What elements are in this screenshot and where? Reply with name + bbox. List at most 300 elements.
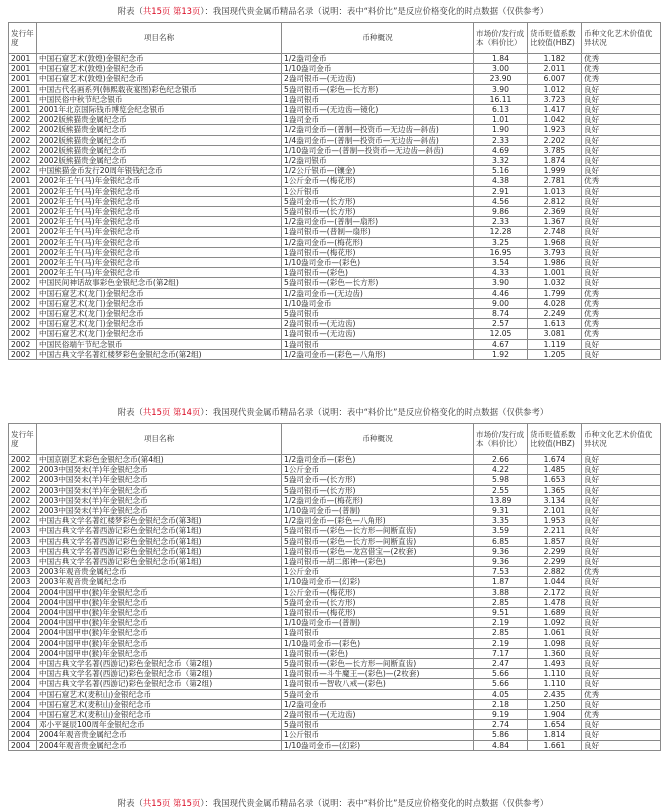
cell-name: 2004中国甲申(猴)年金银纪念币	[37, 587, 282, 597]
cell-year: 2004	[9, 608, 37, 618]
table-row	[9, 105, 661, 115]
cell-price-ratio: 3.90	[474, 278, 528, 288]
table-row	[9, 679, 661, 689]
cell-hbz: 3.785	[528, 145, 582, 155]
table-row	[9, 669, 661, 679]
cell-hbz: 1.119	[528, 339, 582, 349]
cell-hbz: 1.654	[528, 720, 582, 730]
cell-year: 2002	[9, 125, 37, 135]
table-row	[9, 516, 661, 526]
cell-name: 中国民俗端午节纪念银币	[37, 339, 282, 349]
table-row	[9, 689, 661, 699]
cell-year: 2004	[9, 740, 37, 750]
cell-art-value: 良好	[582, 145, 661, 155]
cell-year: 2002	[9, 506, 37, 516]
cell-year: 2001	[9, 64, 37, 74]
cell-year: 2002	[9, 166, 37, 176]
cell-name: 2003中国癸未(羊)年金银纪念币	[37, 485, 282, 495]
cell-type: 1/2盎司金币	[282, 699, 474, 709]
cell-price-ratio: 1.84	[474, 54, 528, 64]
cell-year: 2002	[9, 145, 37, 155]
cell-price-ratio: 7.17	[474, 648, 528, 658]
cell-type: 1/2盎司金币—(梅花形)	[282, 495, 474, 505]
cell-name: 中国熊猫金币发行20周年银钱纪念币	[37, 166, 282, 176]
cell-price-ratio: 5.98	[474, 475, 528, 485]
cell-art-value: 优秀	[582, 74, 661, 84]
cell-price-ratio: 9.19	[474, 710, 528, 720]
table-row	[9, 207, 661, 217]
cell-art-value: 良好	[582, 115, 661, 125]
cell-price-ratio: 2.19	[474, 638, 528, 648]
cell-type: 5盎司银币—(长方形)	[282, 485, 474, 495]
cell-art-value: 优秀	[582, 298, 661, 308]
cell-art-value: 良好	[582, 227, 661, 237]
cell-hbz: 1.904	[528, 710, 582, 720]
cell-art-value: 优秀	[582, 710, 661, 720]
cell-price-ratio: 2.19	[474, 618, 528, 628]
cell-price-ratio: 3.35	[474, 516, 528, 526]
cell-art-value: 良好	[582, 495, 661, 505]
cell-year: 2002	[9, 475, 37, 485]
table-row	[9, 145, 661, 155]
cell-art-value: 良好	[582, 526, 661, 536]
cell-type: 1/10盎司金币—(普制)	[282, 618, 474, 628]
cell-year: 2002	[9, 135, 37, 145]
table-row	[9, 567, 661, 577]
cell-hbz: 1.653	[528, 475, 582, 485]
cell-price-ratio: 4.69	[474, 145, 528, 155]
table-row	[9, 309, 661, 319]
table-row	[9, 648, 661, 658]
table-row	[9, 339, 661, 349]
cell-art-value: 良好	[582, 597, 661, 607]
cell-type: 1/2盎司金币—(彩色—八角形)	[282, 349, 474, 359]
cell-hbz: 1.478	[528, 597, 582, 607]
cell-hbz: 1.365	[528, 485, 582, 495]
cell-type: 1盎司银币—(无边齿—镜化)	[282, 105, 474, 115]
cell-name: 中国石窟艺术(敦煌)金银纪念币	[37, 64, 282, 74]
cell-name: 2004中国甲申(猴)年金银纪念币	[37, 648, 282, 658]
title-page: 共15页 第15页	[142, 798, 201, 808]
cell-year: 2001	[9, 196, 37, 206]
cell-year: 2003	[9, 546, 37, 556]
cell-name: 2004年观音贵金属纪念币	[37, 740, 282, 750]
cell-hbz: 1.689	[528, 608, 582, 618]
cell-price-ratio: 4.67	[474, 339, 528, 349]
cell-art-value: 良好	[582, 628, 661, 638]
cell-type: 1/10盎司金币—(普制)	[282, 506, 474, 516]
cell-name: 中国古典文学名著(西游记)彩色金银纪念币（第2组)	[37, 659, 282, 669]
cell-price-ratio: 23.90	[474, 74, 528, 84]
cell-hbz: 1.953	[528, 516, 582, 526]
cell-price-ratio: 5.16	[474, 166, 528, 176]
table1	[8, 22, 660, 360]
header-type: 币种概况	[282, 23, 474, 54]
cell-name: 2002年壬午(马)年金银纪念币	[37, 217, 282, 227]
cell-year: 2001	[9, 186, 37, 196]
table-row	[9, 506, 661, 516]
cell-art-value: 良好	[582, 679, 661, 689]
cell-price-ratio: 13.89	[474, 495, 528, 505]
cell-name: 中国古典文学名著西游记彩色金银纪念币(第1组)	[37, 536, 282, 546]
cell-year: 2001	[9, 176, 37, 186]
cell-price-ratio: 5.86	[474, 730, 528, 740]
cell-art-value: 良好	[582, 217, 661, 227]
table-row	[9, 710, 661, 720]
cell-art-value: 良好	[582, 278, 661, 288]
table-row	[9, 227, 661, 237]
cell-name: 2003中国癸未(羊)年金银纪念币	[37, 506, 282, 516]
cell-price-ratio: 2.85	[474, 628, 528, 638]
cell-name: 2004中国甲申(猴)年金银纪念币	[37, 638, 282, 648]
cell-price-ratio: 6.85	[474, 536, 528, 546]
cell-type: 1/2盎司金币—(彩色)	[282, 455, 474, 465]
cell-art-value: 良好	[582, 475, 661, 485]
table-row	[9, 166, 661, 176]
table-row	[9, 176, 661, 186]
cell-art-value: 良好	[582, 105, 661, 115]
cell-price-ratio: 2.55	[474, 485, 528, 495]
title-suffix: ）：我国现代贵金属币精品名录（说明：表中“料价比”是反应价格变化的时点数据（仅供参考）	[200, 407, 549, 417]
cell-art-value: 良好	[582, 618, 661, 628]
cell-name: 2004年观音贵金属纪念币	[37, 730, 282, 740]
table-row	[9, 349, 661, 359]
table-row	[9, 217, 661, 227]
cell-price-ratio: 2.33	[474, 135, 528, 145]
cell-type: 1盎司银币—(无边齿)	[282, 329, 474, 339]
cell-hbz: 1.044	[528, 577, 582, 587]
table-row	[9, 329, 661, 339]
cell-year: 2004	[9, 689, 37, 699]
cell-art-value: 良好	[582, 207, 661, 217]
cell-price-ratio: 3.54	[474, 258, 528, 268]
cell-year: 2004	[9, 659, 37, 669]
header-hbz: 货币贬值系数比较值(HBZ)	[528, 23, 582, 54]
cell-type: 1盎司银币	[282, 339, 474, 349]
cell-type: 1盎司银币—(彩色)	[282, 648, 474, 658]
cell-type: 2盎司银币—(无边齿)	[282, 710, 474, 720]
cell-price-ratio: 4.05	[474, 689, 528, 699]
table-row	[9, 115, 661, 125]
cell-year: 2002	[9, 278, 37, 288]
cell-hbz: 1.493	[528, 659, 582, 669]
cell-year: 2002	[9, 309, 37, 319]
cell-price-ratio: 9.36	[474, 546, 528, 556]
cell-price-ratio: 2.18	[474, 699, 528, 709]
cell-name: 2003中国癸未(羊)年金银纪念币	[37, 465, 282, 475]
table-row	[9, 587, 661, 597]
cell-hbz: 1.012	[528, 84, 582, 94]
cell-type: 5盎司金币	[282, 689, 474, 699]
title-page: 共15页 第14页	[142, 407, 201, 417]
cell-art-value: 优秀	[582, 567, 661, 577]
header-hbz: 货币贬值系数比较值(HBZ)	[528, 424, 582, 455]
cell-year: 2002	[9, 516, 37, 526]
table-row	[9, 557, 661, 567]
cell-hbz: 1.001	[528, 268, 582, 278]
cell-year: 2004	[9, 597, 37, 607]
table-row	[9, 536, 661, 546]
cell-name: 中国古典文学名著(西游记)彩色金银纪念币（第2组)	[37, 669, 282, 679]
table-row	[9, 608, 661, 618]
cell-type: 1/2盎司金币—(普制—投资币—无边齿—斜齿)	[282, 125, 474, 135]
cell-type: 5盎司银币—(彩色—长方形—间断直齿)	[282, 526, 474, 536]
cell-name: 2003中国癸未(羊)年金银纪念币	[37, 495, 282, 505]
cell-price-ratio: 16.11	[474, 94, 528, 104]
cell-name: 2003年观音贵金属纪念币	[37, 577, 282, 587]
table-row	[9, 278, 661, 288]
table-row	[9, 475, 661, 485]
cell-price-ratio: 4.22	[474, 465, 528, 475]
cell-year: 2001	[9, 227, 37, 237]
table-row	[9, 465, 661, 475]
cell-type: 5盎司金币—(长方形)	[282, 597, 474, 607]
cell-type: 1盎司银币	[282, 628, 474, 638]
cell-art-value: 良好	[582, 166, 661, 176]
header-art-value: 币种文化艺术价值优异状况	[582, 23, 661, 54]
cell-price-ratio: 12.28	[474, 227, 528, 237]
cell-type: 2盎司银币—(无边齿)	[282, 74, 474, 84]
cell-year: 2004	[9, 587, 37, 597]
table-row	[9, 546, 661, 556]
table-row	[9, 597, 661, 607]
cell-art-value: 良好	[582, 186, 661, 196]
cell-art-value: 优秀	[582, 54, 661, 64]
cell-name: 2002版熊猫贵金属纪念币	[37, 145, 282, 155]
cell-year: 2001	[9, 54, 37, 64]
table-row	[9, 485, 661, 495]
cell-price-ratio: 2.57	[474, 319, 528, 329]
cell-hbz: 2.011	[528, 64, 582, 74]
cell-art-value: 良好	[582, 699, 661, 709]
cell-type: 1公斤金币	[282, 465, 474, 475]
cell-hbz: 2.748	[528, 227, 582, 237]
cell-hbz: 1.110	[528, 679, 582, 689]
cell-art-value: 良好	[582, 546, 661, 556]
cell-name: 中国古典文学名著西游记彩色金银纪念币(第1组)	[37, 557, 282, 567]
cell-name: 2002年壬午(马)年金银纪念币	[37, 258, 282, 268]
cell-type: 1盎司银币—(梅花形)	[282, 608, 474, 618]
table-row	[9, 54, 661, 64]
cell-hbz: 1.999	[528, 166, 582, 176]
cell-type: 1/2公斤银币—(镶金)	[282, 166, 474, 176]
table-row	[9, 730, 661, 740]
cell-name: 中国民间神话故事彩色金银纪念币(第2组)	[37, 278, 282, 288]
cell-year: 2002	[9, 156, 37, 166]
cell-name: 2004中国甲申(猴)年金银纪念币	[37, 608, 282, 618]
cell-year: 2002	[9, 288, 37, 298]
cell-price-ratio: 3.59	[474, 526, 528, 536]
cell-art-value: 良好	[582, 659, 661, 669]
cell-type: 1公斤金币—(梅花形)	[282, 587, 474, 597]
cell-year: 2004	[9, 679, 37, 689]
cell-type: 5盎司银币	[282, 720, 474, 730]
cell-hbz: 1.110	[528, 669, 582, 679]
footer-title	[0, 797, 666, 809]
cell-art-value: 良好	[582, 608, 661, 618]
cell-art-value: 良好	[582, 720, 661, 730]
cell-type: 1/4盎司金币—(普制—投资币—无边齿—斜齿)	[282, 135, 474, 145]
cell-name: 2002年壬午(马)年金银纪念币	[37, 227, 282, 237]
cell-price-ratio: 9.31	[474, 506, 528, 516]
cell-name: 2002年壬午(马)年金银纪念币	[37, 186, 282, 196]
table-row	[9, 94, 661, 104]
cell-hbz: 1.092	[528, 618, 582, 628]
cell-name: 2001年北京国际钱币博览会纪念银币	[37, 105, 282, 115]
cell-type: 1/10盎司金币	[282, 298, 474, 308]
cell-art-value: 良好	[582, 349, 661, 359]
cell-name: 2002年壬午(马)年金银纪念币	[37, 176, 282, 186]
cell-price-ratio: 3.90	[474, 84, 528, 94]
cell-art-value: 优秀	[582, 329, 661, 339]
cell-art-value: 优秀	[582, 64, 661, 74]
cell-year: 2003	[9, 567, 37, 577]
cell-hbz: 1.013	[528, 186, 582, 196]
cell-art-value: 良好	[582, 247, 661, 257]
cell-art-value: 良好	[582, 557, 661, 567]
cell-hbz: 1.857	[528, 536, 582, 546]
title-suffix: ）：我国现代贵金属币精品名录（说明：表中“料价比”是反应价格变化的时点数据（仅供参考）	[200, 6, 549, 16]
cell-hbz: 1.814	[528, 730, 582, 740]
cell-hbz: 2.369	[528, 207, 582, 217]
cell-type: 1/10盎司金币—(幻彩)	[282, 740, 474, 750]
cell-price-ratio: 1.92	[474, 349, 528, 359]
cell-name: 中国石窟艺术(敦煌)金银纪念币	[37, 54, 282, 64]
cell-hbz: 1.417	[528, 105, 582, 115]
cell-name: 中国石窟艺术(麦积山)金银纪念币	[37, 699, 282, 709]
cell-name: 中国古代名画系列(韩熙载夜宴图)彩色纪念银币	[37, 84, 282, 94]
cell-name: 中国古典文学名著红楼梦彩色金银纪念币(第3组)	[37, 516, 282, 526]
cell-type: 1盎司银币—(彩色)	[282, 268, 474, 278]
table-row	[9, 455, 661, 465]
table-row	[9, 196, 661, 206]
header-name: 项目名称	[37, 424, 282, 455]
cell-name: 中国古典文学名著(西游记)彩色金银纪念币（第2组)	[37, 679, 282, 689]
cell-hbz: 2.299	[528, 557, 582, 567]
cell-hbz: 2.202	[528, 135, 582, 145]
table-row	[9, 526, 661, 536]
table-row	[9, 74, 661, 84]
table-row	[9, 659, 661, 669]
cell-art-value: 良好	[582, 587, 661, 597]
cell-name: 中国石窟艺术(敦煌)金银纪念币	[37, 74, 282, 84]
cell-type: 5盎司银币—(彩色—长方形)	[282, 84, 474, 94]
table2-title	[0, 406, 666, 418]
cell-type: 1公斤银币	[282, 186, 474, 196]
cell-year: 2003	[9, 577, 37, 587]
cell-art-value: 优秀	[582, 288, 661, 298]
cell-price-ratio: 8.74	[474, 309, 528, 319]
cell-year: 2001	[9, 74, 37, 84]
cell-art-value: 良好	[582, 730, 661, 740]
cell-art-value: 良好	[582, 84, 661, 94]
header-price-ratio: 市场价/发行成本（料价比）	[474, 424, 528, 455]
cell-art-value: 良好	[582, 156, 661, 166]
title-prefix: 附表（	[117, 407, 143, 417]
cell-hbz: 1.674	[528, 455, 582, 465]
header-row	[9, 424, 661, 455]
cell-art-value: 优秀	[582, 309, 661, 319]
cell-year: 2002	[9, 298, 37, 308]
cell-price-ratio: 4.46	[474, 288, 528, 298]
cell-year: 2004	[9, 669, 37, 679]
cell-type: 1/10盎司金币—(彩色)	[282, 258, 474, 268]
cell-year: 2004	[9, 648, 37, 658]
cell-hbz: 1.367	[528, 217, 582, 227]
cell-art-value: 良好	[582, 125, 661, 135]
cell-art-value: 良好	[582, 258, 661, 268]
cell-hbz: 4.028	[528, 298, 582, 308]
cell-name: 中国石窟艺术(龙门)金银纪念币	[37, 329, 282, 339]
cell-year: 2003	[9, 536, 37, 546]
table-row	[9, 740, 661, 750]
cell-hbz: 1.061	[528, 628, 582, 638]
table-row	[9, 125, 661, 135]
cell-type: 1/2盎司银币	[282, 156, 474, 166]
cell-name: 中国石窟艺术(龙门)金银纪念币	[37, 298, 282, 308]
cell-type: 1/2盎司金币—(彩色—八角形)	[282, 516, 474, 526]
cell-name: 中国古典文学名著红楼梦彩色金银纪念币(第2组)	[37, 349, 282, 359]
cell-type: 2盎司银币—(无边齿)	[282, 319, 474, 329]
cell-year: 2001	[9, 105, 37, 115]
table-row	[9, 638, 661, 648]
cell-price-ratio: 2.74	[474, 720, 528, 730]
coin-table	[8, 22, 661, 360]
cell-year: 2001	[9, 237, 37, 247]
cell-art-value: 良好	[582, 740, 661, 750]
cell-type: 1/2盎司金币—(无边齿)	[282, 288, 474, 298]
cell-price-ratio: 9.00	[474, 298, 528, 308]
cell-price-ratio: 3.32	[474, 156, 528, 166]
cell-type: 1/10盎司金币—(普制—投资币—无边齿—斜齿)	[282, 145, 474, 155]
cell-year: 2003	[9, 526, 37, 536]
table1-title	[0, 5, 666, 17]
cell-type: 1盎司银币—胡二郎神—(彩色)	[282, 557, 474, 567]
cell-name: 2004中国甲申(猴)年金银纪念币	[37, 628, 282, 638]
cell-art-value: 良好	[582, 536, 661, 546]
table-row	[9, 64, 661, 74]
header-art-value: 币种文化艺术价值优异状况	[582, 424, 661, 455]
cell-price-ratio: 5.66	[474, 669, 528, 679]
cell-hbz: 2.299	[528, 546, 582, 556]
cell-name: 中国古典文学名著西游记彩色金银纪念币(第1组)	[37, 546, 282, 556]
cell-art-value: 良好	[582, 237, 661, 247]
cell-art-value: 良好	[582, 455, 661, 465]
cell-type: 1盎司银币	[282, 94, 474, 104]
cell-art-value: 优秀	[582, 319, 661, 329]
coin-table	[8, 423, 661, 751]
table-row	[9, 135, 661, 145]
cell-hbz: 6.007	[528, 74, 582, 84]
cell-hbz: 1.205	[528, 349, 582, 359]
cell-type: 1公斤银币	[282, 730, 474, 740]
cell-year: 2003	[9, 557, 37, 567]
cell-year: 2002	[9, 339, 37, 349]
table2	[8, 423, 660, 751]
cell-type: 1/10盎司金币	[282, 64, 474, 74]
table-row	[9, 319, 661, 329]
cell-year: 2002	[9, 485, 37, 495]
table-row	[9, 699, 661, 709]
title-suffix: ）：我国现代贵金属币精品名录（说明：表中“料价比”是反应价格变化的时点数据（仅供参考）	[200, 798, 549, 808]
cell-type: 1盎司银币—(彩色—龙宫借宝—(2枚套)	[282, 546, 474, 556]
cell-type: 1盎司金币	[282, 115, 474, 125]
cell-hbz: 3.723	[528, 94, 582, 104]
cell-hbz: 1.250	[528, 699, 582, 709]
cell-year: 2004	[9, 628, 37, 638]
cell-year: 2004	[9, 720, 37, 730]
table-row	[9, 84, 661, 94]
